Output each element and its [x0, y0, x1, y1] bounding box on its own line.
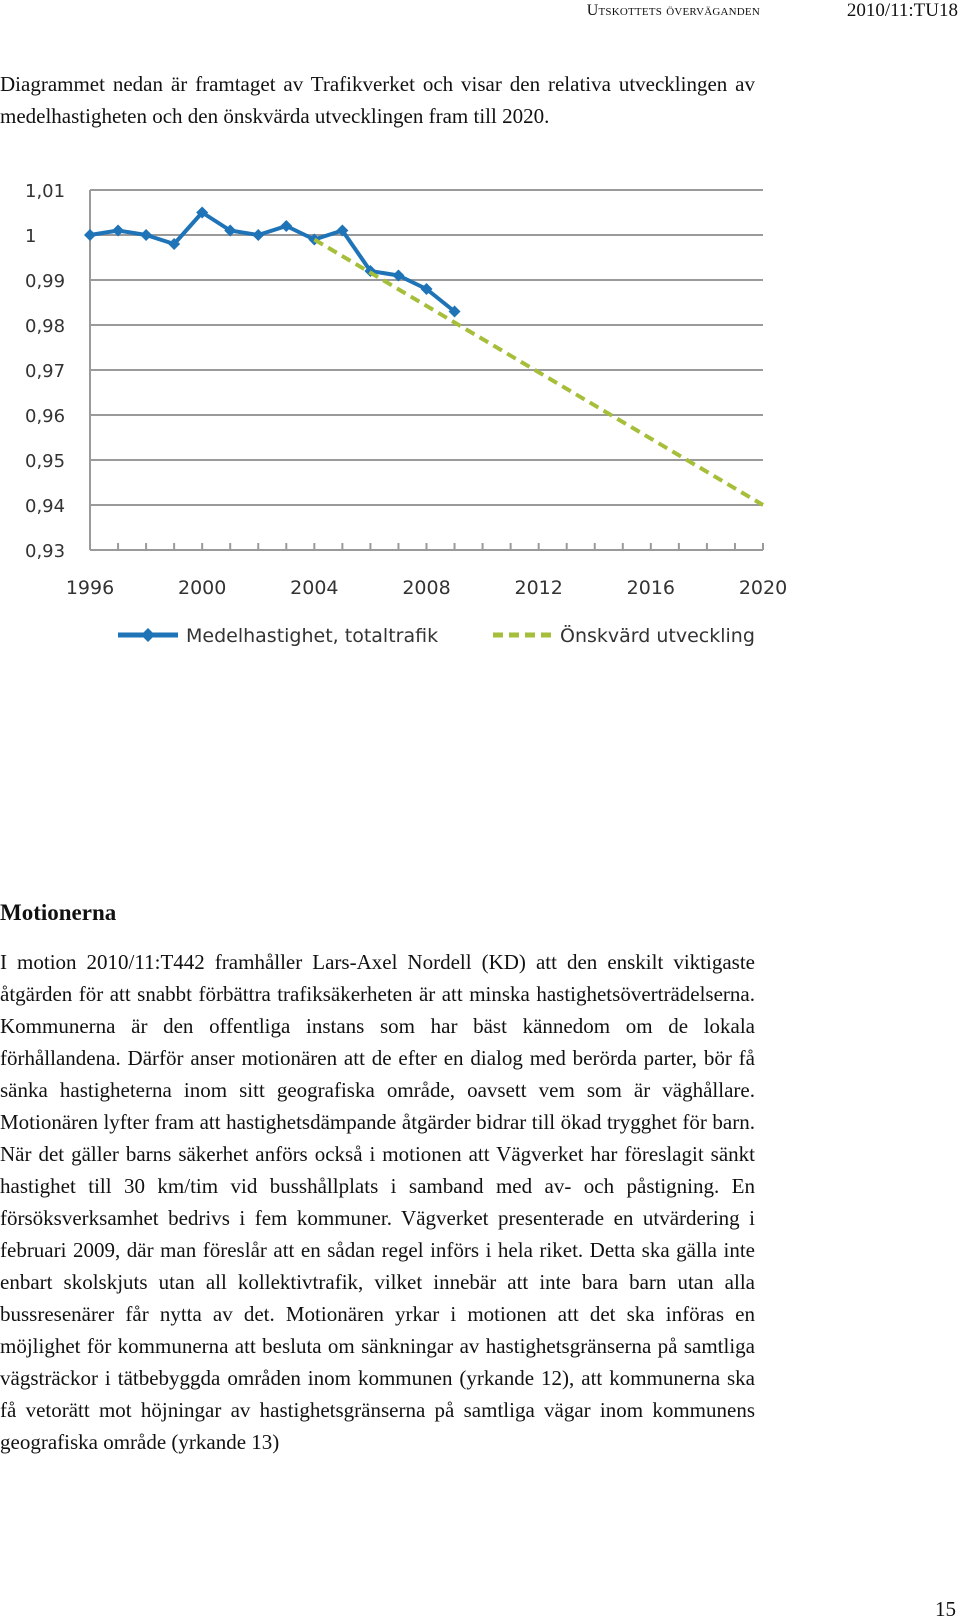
legend-marker	[141, 628, 155, 642]
chart-svg	[0, 180, 820, 680]
speed-data-point	[84, 229, 96, 241]
chart-axes	[25, 181, 787, 599]
x-tick-label: 1996	[65, 577, 115, 599]
x-tick-label: 2020	[738, 577, 788, 599]
x-tick-label: 2004	[290, 577, 339, 599]
intro-paragraph: Diagrammet nedan är framtaget av Trafikverket och visar den relativa utvecklingen av medelhastigheten och den önskvärda utvecklingen fram till 2020.	[0, 72, 755, 128]
y-tick-label: 0,99	[25, 271, 66, 292]
x-tick-label: 2008	[402, 577, 451, 599]
speed-data-point	[140, 229, 152, 241]
x-tick-label: 2000	[177, 577, 227, 599]
page-number: 15	[935, 1597, 956, 1621]
legend-label: Önskvärd utveckling	[560, 625, 755, 647]
running-header-section: Utskottets överväganden	[586, 2, 760, 19]
speed-series-line	[90, 213, 455, 312]
speed-data-point	[252, 229, 264, 241]
legend-label: Medelhastighet, totaltrafik	[186, 625, 439, 647]
y-tick-label: 1	[25, 226, 37, 247]
section-heading: Motionerna	[0, 900, 117, 925]
y-tick-label: 0,94	[25, 496, 66, 517]
speed-chart	[0, 180, 820, 680]
y-tick-label: 0,96	[25, 406, 66, 427]
y-tick-label: 0,97	[25, 361, 66, 382]
running-header-report-id: 2010/11:TU18	[846, 0, 958, 21]
x-tick-label: 2016	[626, 577, 676, 599]
chart-legend	[118, 624, 755, 647]
y-tick-label: 0,93	[25, 541, 66, 562]
y-tick-label: 1,01	[25, 181, 66, 202]
y-tick-label: 0,98	[25, 316, 66, 337]
x-tick-label: 2012	[514, 577, 563, 599]
motion-paragraph: I motion 2010/11:T442 framhåller Lars-Axel Nordell (KD) att den enskilt viktigaste åtgärden för att snabbt förbättra trafiksäkerheten är att minska hastighetsöverträdelserna. Kommunerna är den offentliga instans som har bäst kännedom om de lokala förhållandena. Därför anser motionären att de efter en dialog med berörda parter, bör få sänka hastigheterna inom sitt geografiska område, oavsett vem som är väghållare. Motionären lyfter fram att hastighetsdämpande åtgärder bidrar till ökad trygghet för barn. När det gäller barns säkerhet anförs också i motionen att Vägverket har föreslagit sänkt hastighet till 30 km/tim vid busshållplats i samband med av- och påstigning. En försöksverksamhet bedrivs i fem kommuner. Vägverket presenterade en utvärdering i februari 2009, där man föreslår att en sådan regel införs i hela riket. Detta ska gälla inte enbart skolskjuts utan all kollektivtrafik, vilket innebär att inte bara barn utan alla bussresenärer får nytta av det. Motionären yrkar i motionen att det ska införas en möjlighet för kommunerna att besluta om sänkningar av hastighetsgränserna på samtliga vägsträckor i tätbebyggda områden inom kommunen (yrkande 12), att kommunerna ska få vetorätt mot höjningar av hastighetsgränserna på samtliga vägar inom kommunens geografiska område (yrkande 13)	[0, 950, 755, 1454]
chart-gridlines	[90, 190, 763, 550]
y-tick-label: 0,95	[25, 451, 66, 472]
